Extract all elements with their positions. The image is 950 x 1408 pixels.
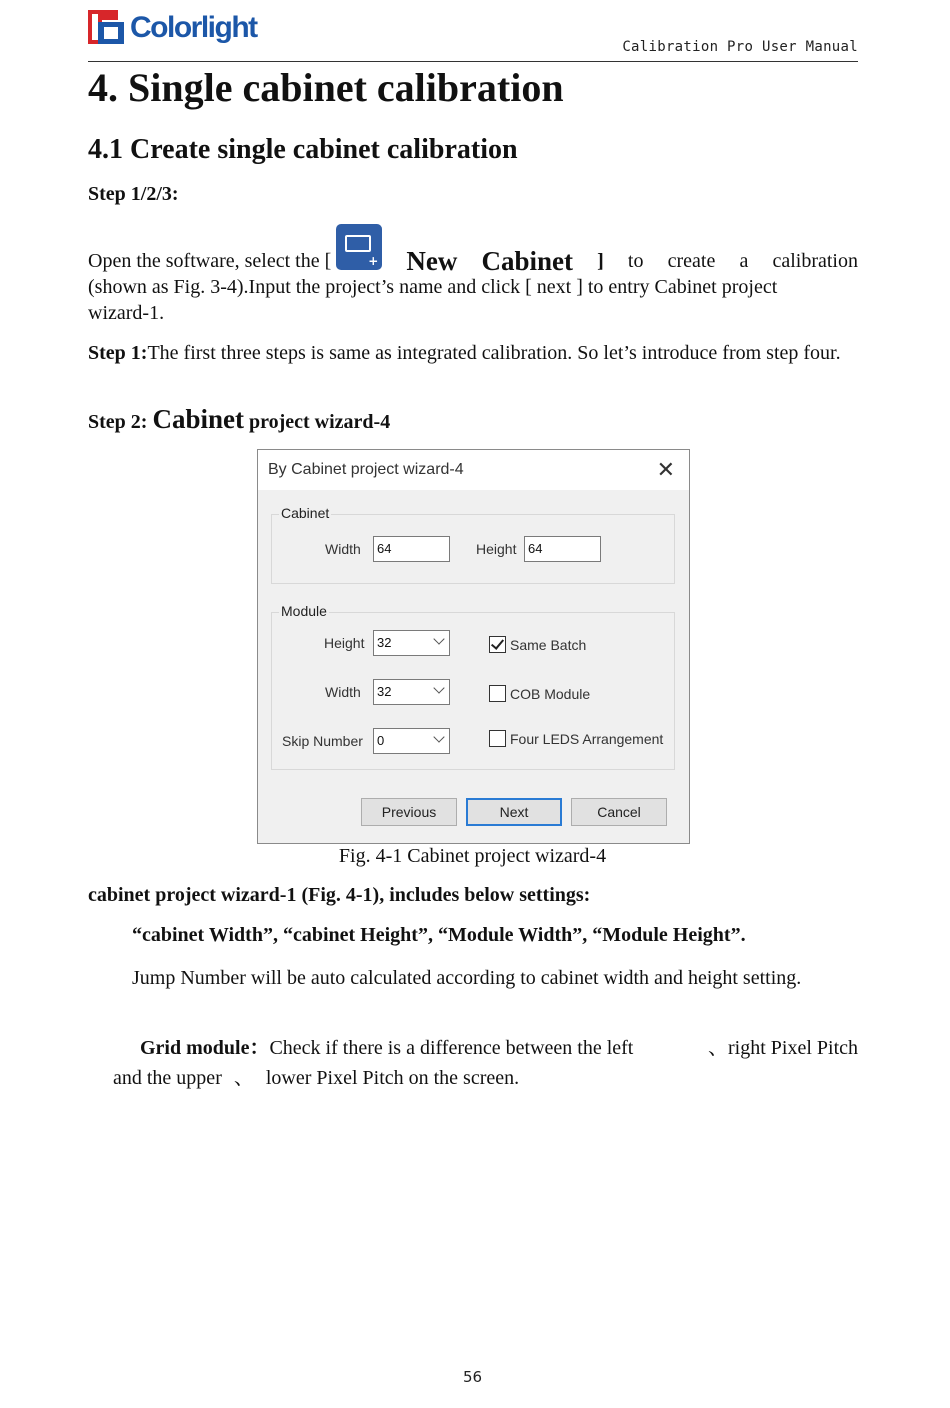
four-leds-checkbox[interactable] — [489, 730, 506, 747]
module-width-select[interactable]: 32 — [373, 679, 450, 705]
step2-heading: Step 2: Cabinet project wizard-4 — [88, 404, 391, 434]
new-word: New — [406, 246, 458, 276]
jump-number-paragraph: Jump Number will be auto calculated according to cabinet width and height setting. — [132, 967, 802, 989]
chapter-heading: 4. Single cabinet calibration — [88, 65, 564, 110]
colorlight-logo — [88, 8, 257, 48]
same-batch-label: Same Batch — [510, 637, 587, 653]
intro-line-1 — [88, 222, 858, 274]
cabinet-group-label: Cabinet — [281, 505, 330, 521]
cabinet-width-label: Width — [325, 541, 361, 557]
header-divider — [88, 61, 858, 62]
grid-module-line-2: and the upper 、 lower Pixel Pitch on the screen. — [113, 1067, 520, 1089]
grid-module-label: Grid module： — [140, 1037, 270, 1059]
document-title: Calibration Pro User Manual — [622, 39, 858, 55]
cabinet-wizard-dialog — [257, 449, 690, 844]
word-calibration: calibration — [772, 250, 858, 272]
figure-caption: Fig. 4-1 Cabinet project wizard-4 — [338, 845, 607, 867]
step-123-label: Step 1/2/3: — [88, 183, 179, 205]
four-leds-label: Four LEDS Arrangement — [510, 731, 664, 747]
colorlight-logo-icon — [88, 8, 128, 48]
cob-module-label: COB Module — [510, 686, 591, 702]
cabinet-height-label: Height — [476, 541, 517, 557]
page-number: 56 — [462, 1368, 483, 1386]
same-batch-checkbox[interactable] — [489, 636, 506, 653]
cabinet-width-input[interactable]: 64 — [373, 536, 450, 562]
cabinet-word: Cabinet — [481, 246, 573, 276]
cabinet-height-input[interactable]: 64 — [524, 536, 601, 562]
step1-text: The first three steps is same as integrated calibration. So let’s introduce from step four. — [147, 342, 841, 364]
skip-number-select[interactable]: 0 — [373, 728, 450, 754]
new-cabinet-icon: + — [336, 224, 382, 270]
section-heading: 4.1 Create single cabinet calibration — [88, 134, 518, 165]
cob-module-checkbox[interactable] — [489, 685, 506, 702]
intro-paragraph — [88, 222, 858, 326]
module-height-select[interactable]: 32 — [373, 630, 450, 656]
cancel-button[interactable]: Cancel — [571, 798, 667, 826]
step1-paragraph — [88, 340, 858, 366]
word-a: a — [739, 250, 749, 272]
next-button[interactable]: Next — [466, 798, 562, 826]
grid-module-line-1: Grid module：Check if there is a difference between the left 、right Pixel Pitch — [140, 1037, 858, 1059]
step1-label: Step 1: — [88, 342, 148, 364]
chevron-down-icon — [433, 682, 444, 693]
module-width-label: Width — [325, 684, 361, 700]
settings-intro: cabinet project wizard-1 (Fig. 4-1), includes below settings: — [88, 884, 591, 906]
module-group-label: Module — [281, 603, 327, 619]
previous-button[interactable]: Previous — [361, 798, 457, 826]
settings-list: “cabinet Width”, “cabinet Height”, “Module Width”, “Module Height”. — [132, 924, 746, 946]
word-create: create — [667, 250, 716, 272]
intro-text-start: Open the software, select the [ + — [88, 224, 382, 274]
chevron-down-icon — [433, 633, 444, 644]
logo-text: Colorlight — [130, 11, 257, 44]
word-to: to — [627, 250, 644, 272]
close-icon[interactable]: ✕ — [656, 457, 675, 482]
dialog-titlebar — [258, 450, 689, 490]
skip-number-label: Skip Number — [282, 733, 363, 749]
module-height-label: Height — [324, 635, 365, 651]
intro-line-2: (shown as Fig. 3-4).Input the project’s name and click [ next ] to entry Cabinet project — [88, 276, 778, 298]
intro-line-3: wizard-1. — [88, 302, 165, 324]
bracket-close: ] — [597, 250, 604, 272]
chevron-down-icon — [433, 731, 444, 742]
dialog-title: By Cabinet project wizard-4 — [268, 461, 464, 478]
